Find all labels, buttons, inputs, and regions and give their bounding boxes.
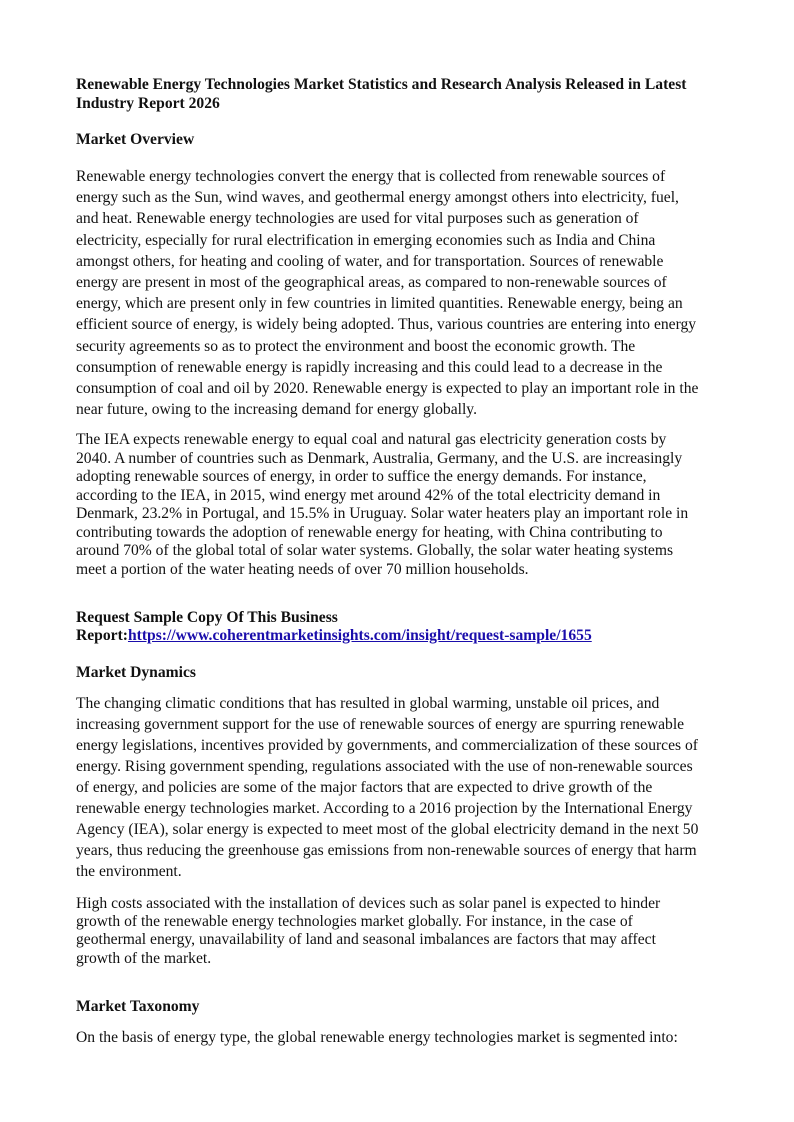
section-heading-market-dynamics: Market Dynamics [76, 664, 196, 681]
paragraph-line: according to the IEA, in 2015, wind energy met around 42% of the total electricity demand in [76, 486, 661, 504]
section-heading-market-overview: Market Overview [76, 131, 195, 148]
paragraph-line: geothermal energy, unavailability of land and seasonal imbalances are factors that may affect [76, 931, 656, 949]
paragraph-line: and heat. Renewable energy technologies are used for vital purposes such as generation of [76, 210, 639, 228]
paragraph-line: adopting renewable sources of energy, in order to suffice the energy demands. For instance, [76, 468, 647, 485]
paragraph-line: increasing government support for the use of renewable sources of energy are spurring renewable [76, 716, 685, 733]
paragraph-line: efficient source of energy, is widely being adopted. Thus, various countries are entering into energy [76, 316, 697, 334]
paragraph-line: years, thus reducing the greenhouse gas emissions from non-renewable sources of energy that harm [76, 842, 697, 859]
paragraph-line: amongst others, for heating and cooling of water, and for transportation. Sources of renewable [76, 252, 664, 270]
request-sample-line [76, 627, 592, 645]
paragraph-line: growth of the renewable energy technologies market globally. For instance, in the case of [76, 913, 633, 931]
request-sample-label: Request Sample Copy Of This Business [76, 609, 338, 626]
paragraph-line: High costs associated with the installation of devices such as solar panel is expected to hinder [76, 895, 661, 912]
paragraph-line: The IEA expects renewable energy to equal coal and natural gas electricity generation costs by [76, 431, 667, 448]
paragraph-line: Renewable energy technologies convert the energy that is collected from renewable sources of [76, 168, 666, 185]
paragraph-line: Agency (IEA), solar energy is expected to meet most of the global electricity demand in the next 50 [76, 821, 699, 838]
paragraph-line: growth of the market. [76, 949, 212, 967]
paragraph-line: the environment. [76, 863, 182, 880]
page-title: Renewable Energy Technologies Market Statistics and Research Analysis Released in Latest [76, 76, 687, 93]
paragraph-line: contributing towards the adoption of renewable energy for heating, with China contributing to [76, 523, 663, 541]
paragraph-line: energy. Rising government spending, regulations associated with the use of non-renewable sources [76, 758, 693, 775]
request-sample-link[interactable]: https://www.coherentmarketinsights.com/insight/request-sample/1655 [127, 627, 592, 644]
page-title: Industry Report 2026 [76, 95, 220, 112]
paragraph-line: near future, owing to the increasing demand for energy globally. [76, 401, 477, 419]
paragraph-line: renewable energy technologies market. According to a 2016 projection by the International Energy [76, 800, 693, 817]
paragraph-line: Denmark, 23.2% in Portugal, and 15.5% in Uruguay. Solar water heaters play an important role in [76, 505, 689, 522]
paragraph-line: electricity, especially for rural electrification in emerging economies such as India and China [76, 231, 656, 249]
paragraph-line: consumption of coal and oil by 2020. Renewable energy is expected to play an important role in the [76, 380, 699, 397]
paragraph-line: around 70% of the global total of solar water systems. Globally, the solar water heating systems [76, 542, 674, 559]
paragraph-line: The changing climatic conditions that has resulted in global warming, unstable oil prices, and [76, 695, 660, 712]
paragraph-line: consumption of renewable energy is rapidly increasing and this could lead to a decrease in the [76, 358, 663, 376]
paragraph-line: of energy, and policies are some of the major factors that are expected to drive growth of the [76, 779, 653, 796]
paragraph-line: 2040. A number of countries such as Denmark, Australia, Germany, and the U.S. are increasingly [76, 449, 683, 467]
paragraph-line: energy such as the Sun, wind waves, and geothermal energy amongst others into electricity, fuel, [76, 189, 679, 207]
paragraph-line: energy, which are present only in few countries in limited quantities. Renewable energy, being an [76, 295, 683, 313]
paragraph-line: security agreements so as to protect the environment and boost the economic growth. The [76, 337, 636, 355]
paragraph-line: meet a portion of the water heating needs of over 70 million households. [76, 560, 529, 578]
paragraph-line: energy legislations, incentives provided by governments, and commercialization of these sources of [76, 737, 698, 754]
paragraph-line: energy are present in most of the geographical areas, as compared to non-renewable sources of [76, 274, 667, 291]
request-prefix: Report: [76, 627, 128, 644]
section-heading-market-taxonomy: Market Taxonomy [76, 998, 200, 1015]
paragraph-line: On the basis of energy type, the global renewable energy technologies market is segmented into: [76, 1029, 678, 1046]
